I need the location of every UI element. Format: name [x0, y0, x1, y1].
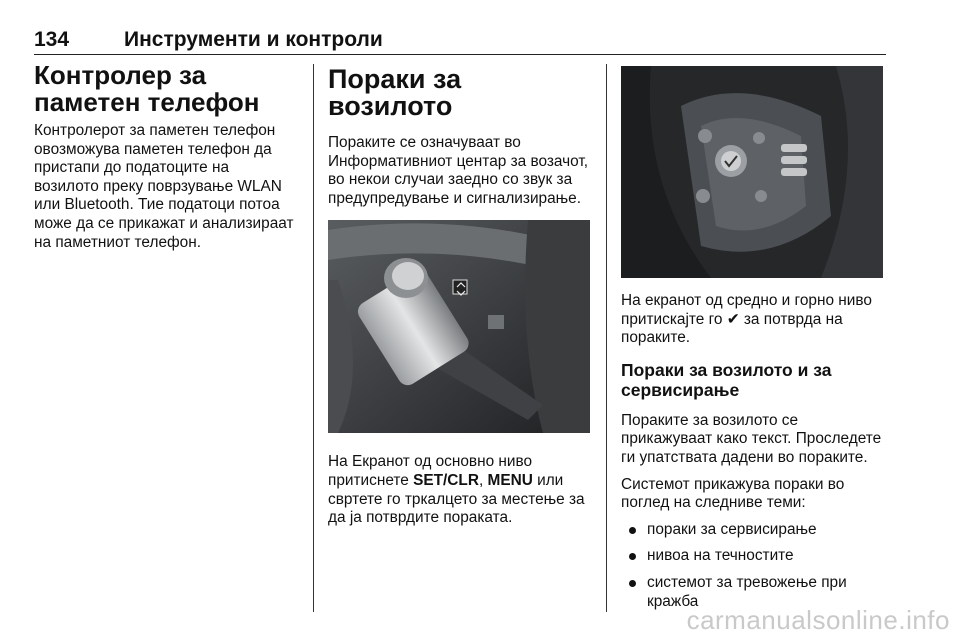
turn-signal-lever-icon [328, 220, 590, 433]
lever-caption [328, 453, 592, 527]
menu-label: MENU [487, 471, 533, 489]
page-number: 134 [34, 28, 70, 51]
list-item: нивоа на течностите [621, 547, 889, 566]
list-item: системот за тревожење при кражба [621, 574, 889, 611]
vehicle-messages-text: Пораките за возилото се прикажуваат како текст. Проследете ги упатствата дадени во пораките. [621, 411, 882, 466]
section-heading-vehicle-messages: Пораки за возилото [328, 64, 462, 121]
lever-caption-text-2: или свртете го тркалцето за местење за да ја потврдите пораката. [328, 471, 585, 527]
caption-separator: , [478, 471, 488, 489]
topics-list [621, 521, 889, 611]
vehicle-messages-intro: Пораките се означуваат во Информативниот центар за возачот, во некои случаи заедно со звук за предупредување и сигнализирање. [328, 134, 589, 207]
column-smartphone-controller [34, 60, 296, 252]
column-divider-2 [606, 64, 607, 612]
steering-wheel-controls-icon [621, 66, 883, 278]
column-divider-1 [313, 64, 314, 612]
subheading-vehicle-service-messages: Пораки за возилото и за сервисирање [621, 359, 832, 400]
lever-caption-text: На Екранот од основно ниво притиснете [328, 453, 533, 489]
column-messages-details [621, 60, 889, 611]
steering-caption: На екранот од средно и горно ниво притискајте го ✔ за потврда на пораките. [621, 292, 872, 347]
turn-signal-lever-figure [328, 220, 590, 433]
column-vehicle-messages [328, 60, 592, 528]
steering-wheel-figure [621, 66, 883, 278]
topics-intro: Системот прикажува пораки во поглед на следниве теми: [621, 475, 845, 512]
list-item: пораки за сервисирање [621, 521, 889, 540]
page-header [34, 24, 886, 55]
section-heading-smartphone: Контролер за паметен телефон [34, 60, 260, 117]
smartphone-body-text: Контролерот за паметен телефон овозможува паметен телефон да пристапи до податоците на возилото преку поврзување WLAN или Bluetooth. Тие податоци потоа може да се прикажат и анализираат на паметниот телефон. [34, 122, 294, 251]
set-clr-label: SET/CLR [413, 471, 479, 489]
watermark: carmanualsonline.info [686, 605, 950, 635]
running-title: Инструменти и контроли [124, 28, 383, 51]
